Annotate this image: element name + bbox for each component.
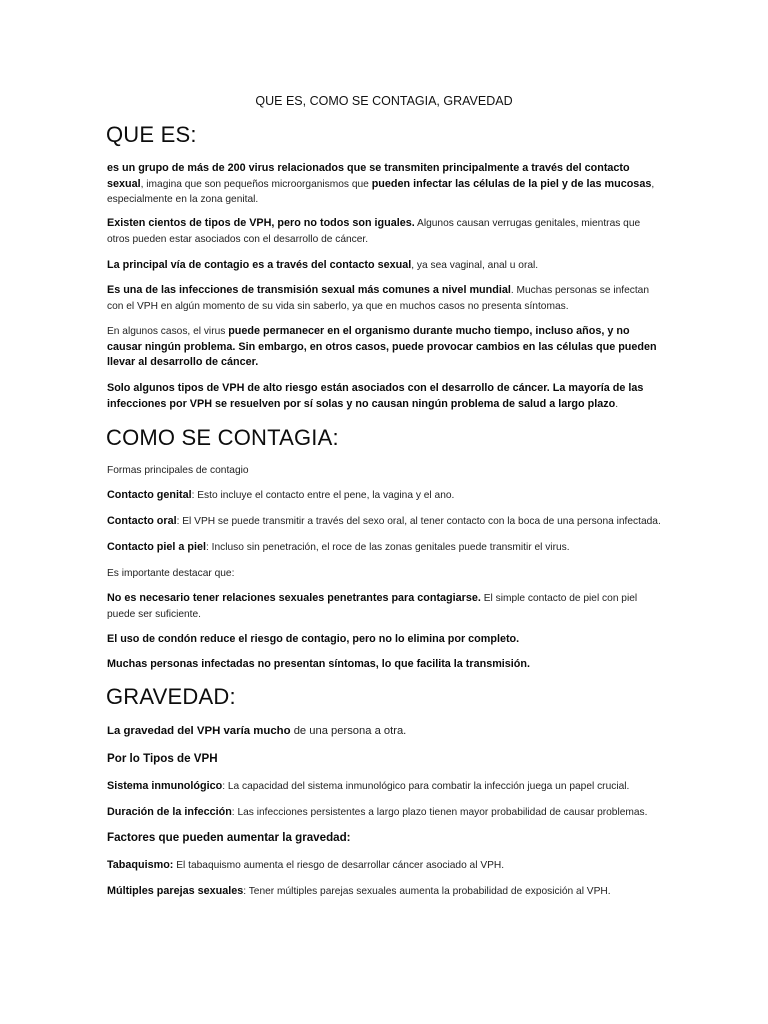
- subheading-risk-factors: Factores que pueden aumentar la gravedad:: [107, 831, 351, 844]
- bold-text: La principal vía de contagio es a través del contacto sexual: [107, 259, 412, 271]
- body-text: .: [615, 398, 619, 410]
- paragraph-multiple-partners: [107, 884, 663, 900]
- bold-text: Contacto oral: [107, 515, 177, 527]
- paragraph-genital-contact: [107, 488, 663, 504]
- bold-text: Tabaquismo:: [107, 859, 174, 871]
- bold-text: El uso de condón reduce el riesgo de contagio, pero no lo elimina por completo.: [107, 633, 520, 645]
- bold-text: Duración de la infección: [107, 806, 232, 818]
- paragraph-severity-varies: [107, 724, 663, 740]
- paragraph-forms-intro: Formas principales de contagio: [107, 465, 249, 476]
- bold-text: Contacto genital: [107, 489, 192, 501]
- body-text: : Incluso sin penetración, el roce de las zonas genitales puede transmitir el virus.: [206, 542, 570, 553]
- body-text: de una persona a otra.: [290, 725, 407, 737]
- subheading-vph-types: Por lo Tipos de VPH: [107, 752, 218, 765]
- paragraph-no-penetration: [107, 591, 663, 622]
- heading-como-se-contagia: COMO SE CONTAGIA:: [106, 425, 339, 450]
- paragraph-important-note: Es importante destacar que:: [107, 568, 235, 579]
- paragraph-types: [107, 216, 663, 247]
- body-text: , imagina que son pequeños microorganismos que: [140, 178, 372, 190]
- paragraph-smoking: [107, 858, 663, 874]
- bold-text: Sistema inmunológico: [107, 780, 223, 792]
- document-title: QUE ES, COMO SE CONTAGIA, GRAVEDAD: [255, 94, 513, 108]
- body-text: El simple contacto de piel con piel puede ser suficiente.: [107, 593, 638, 620]
- body-text: , especialmente en la zona genital.: [107, 178, 655, 205]
- paragraph-main-route: [107, 258, 663, 274]
- body-text: , ya sea vaginal, anal u oral.: [411, 260, 539, 271]
- bold-text: Existen cientos de tipos de VPH, pero no todos son iguales.: [107, 217, 415, 229]
- body-text: . Muchas personas se infectan con el VPH en algún momento de su vida sin saberlo, ya que en muchos casos no presenta síntomas.: [107, 285, 650, 312]
- paragraph-oral-contact: [107, 514, 663, 530]
- body-text: : Tener múltiples parejas sexuales aumenta la probabilidad de exposición al VPH.: [243, 886, 611, 897]
- paragraph-asymptomatic: [107, 657, 663, 673]
- bold-text: La gravedad del VPH varía mucho: [107, 725, 291, 737]
- paragraph-condom: [107, 632, 663, 648]
- paragraph-persistence: [107, 324, 663, 371]
- paragraph-high-risk: [107, 381, 663, 412]
- bold-text: pueden infectar las células de la piel y de las mucosas: [371, 177, 652, 190]
- paragraph-infection-duration: [107, 805, 663, 821]
- heading-gravedad: GRAVEDAD:: [106, 684, 236, 709]
- bold-text: Múltiples parejas sexuales: [107, 885, 244, 897]
- paragraph-common: [107, 283, 663, 314]
- body-text: : Las infecciones persistentes a largo plazo tienen mayor probabilidad de causar problemas.: [231, 807, 648, 818]
- bold-text: Contacto piel a piel: [107, 541, 206, 553]
- body-text: : El VPH se puede transmitir a través del sexo oral, al tener contacto con la boca de una persona infectada.: [176, 516, 661, 527]
- paragraph-immune-system: [107, 779, 663, 795]
- bold-text: Solo algunos tipos de VPH de alto riesgo están asociados con el desarrollo de cáncer. La mayoría de las infecciones por VPH se resuelven por sí solas y no causan ningún problema de salud a largo plazo: [107, 382, 644, 410]
- paragraph-skin-contact: [107, 540, 663, 556]
- body-text: : Esto incluye el contacto entre el pene, la vagina y el ano.: [191, 490, 455, 501]
- bold-text: Es una de las infecciones de transmisión sexual más comunes a nivel mundial: [107, 284, 511, 296]
- body-text: Algunos causan verrugas genitales, mientras que otros pueden estar asociados con el desarrollo de cáncer.: [107, 218, 641, 245]
- body-text: El tabaquismo aumenta el riesgo de desarrollar cáncer asociado al VPH.: [173, 860, 505, 871]
- bold-text: No es necesario tener relaciones sexuales penetrantes para contagiarse.: [107, 592, 481, 604]
- bold-text: es un grupo de más de 200 virus relacionados que se transmiten principalmente a través del contacto sexual: [107, 162, 630, 190]
- body-text: : La capacidad del sistema inmunológico para combatir la infección juega un papel crucial.: [222, 781, 630, 792]
- bold-text: Muchas personas infectadas no presentan síntomas, lo que facilita la transmisión.: [107, 658, 530, 670]
- body-text: En algunos casos, el virus: [107, 326, 229, 337]
- paragraph-definition: [107, 161, 663, 208]
- heading-que-es: QUE ES:: [106, 122, 197, 147]
- bold-text: puede permanecer en el organismo durante mucho tiempo, incluso años, y no causar ningún problema. Sin embargo, en otros casos, puede provocar cambios en las células que pueden llevar al desarrollo de cáncer.: [107, 325, 657, 368]
